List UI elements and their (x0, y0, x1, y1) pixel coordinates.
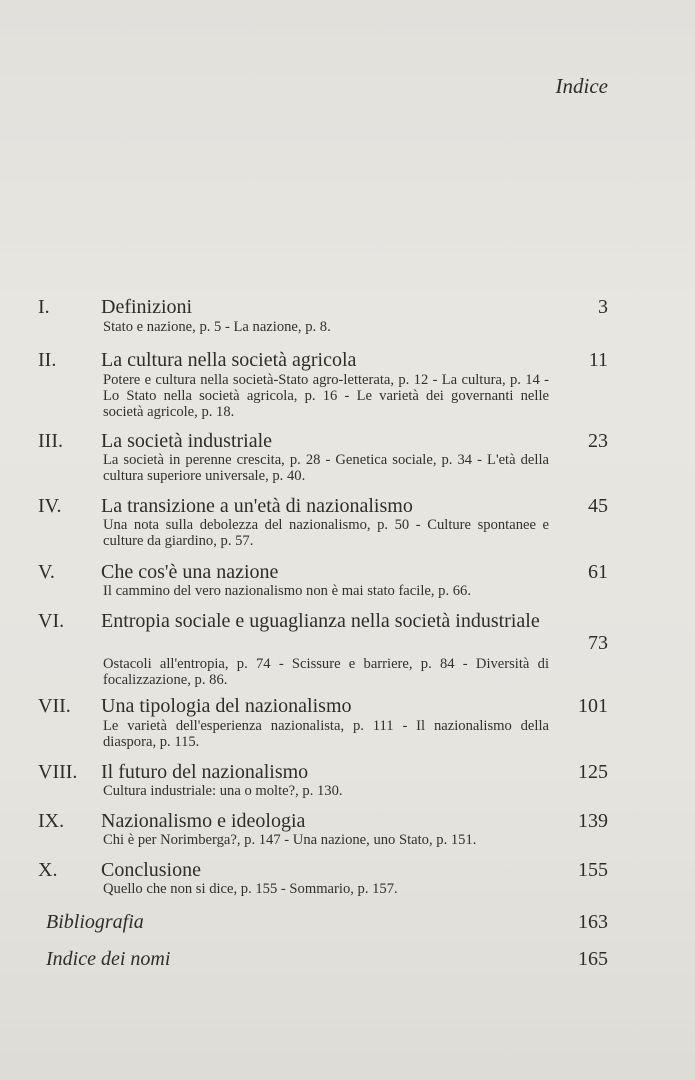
chapter-numeral: X. (38, 859, 58, 881)
chapter-title: Il futuro del nazionalismo (101, 761, 309, 783)
chapter-subsections: Chi è per Norimberga?, p. 147 - Una nazione, uno Stato, p. 151. (103, 832, 477, 848)
chapter-title: La cultura nella società agricola (101, 349, 357, 371)
chapter-subsections: Cultura industriale: una o molte?, p. 130. (103, 783, 343, 799)
chapter-title: La transizione a un'età di nazionalismo (101, 495, 413, 517)
back-matter-title: Indice dei nomi (46, 948, 171, 970)
chapter-title: Nazionalismo e ideologia (101, 810, 306, 832)
chapter-numeral: V. (38, 561, 55, 583)
chapter-page: 155 (578, 859, 608, 881)
chapter-subsections: Una nota sulla debolezza del nazionalismo, p. 50 - Culture spontanee e culture da giardino, p. 57. (103, 517, 549, 550)
chapter-page: 139 (578, 810, 608, 832)
chapter-subsections: Le varietà dell'esperienza nazionalista, p. 111 - Il nazionalismo della diaspora, p. 115. (103, 718, 549, 751)
chapter-page: 3 (598, 296, 608, 318)
chapter-subsections: Quello che non si dice, p. 155 - Sommario, p. 157. (103, 881, 398, 897)
chapter-page: 73 (588, 632, 608, 654)
chapter-numeral: I. (38, 296, 50, 318)
chapter-numeral: VII. (38, 695, 71, 717)
chapter-numeral: III. (38, 430, 63, 452)
chapter-numeral: II. (38, 349, 57, 371)
chapter-title: La società industriale (101, 430, 273, 452)
chapter-title: Entropia sociale e uguaglianza nella società industriale (101, 610, 540, 632)
chapter-title: Conclusione (101, 859, 201, 881)
chapter-page: 61 (588, 561, 608, 583)
chapter-numeral: IV. (38, 495, 62, 517)
chapter-title: Che cos'è una nazione (101, 561, 279, 583)
chapter-page: 45 (588, 495, 608, 517)
chapter-title: Una tipologia del nazionalismo (101, 695, 352, 717)
back-matter-title: Bibliografia (46, 911, 144, 933)
chapter-subsections: Potere e cultura nella società-Stato agro-letterata, p. 12 - La cultura, p. 14 - Lo Stato nella società agricola, p. 16 - Le varietà dei governanti nelle società agricole, p. 18. (103, 372, 549, 421)
back-matter-page: 165 (578, 948, 608, 970)
chapter-subsections: Ostacoli all'entropia, p. 74 - Scissure e barriere, p. 84 - Diversità di focalizzazione, p. 86. (103, 656, 549, 689)
chapter-numeral: VI. (38, 610, 65, 632)
chapter-title: Definizioni (101, 296, 193, 318)
chapter-subsections: Il cammino del vero nazionalismo non è mai stato facile, p. 66. (103, 583, 471, 599)
chapter-page: 125 (578, 761, 608, 783)
chapter-numeral: VIII. (38, 761, 78, 783)
page-header: Indice (555, 74, 608, 98)
chapter-page: 101 (578, 695, 608, 717)
chapter-subsections: Stato e nazione, p. 5 - La nazione, p. 8. (103, 319, 331, 335)
chapter-page: 11 (588, 349, 608, 371)
chapter-page: 23 (588, 430, 608, 452)
chapter-subsections: La società in perenne crescita, p. 28 - Genetica sociale, p. 34 - L'età della cultura superiore universale, p. 40. (103, 452, 549, 485)
chapter-numeral: IX. (38, 810, 65, 832)
back-matter-page: 163 (578, 911, 608, 933)
